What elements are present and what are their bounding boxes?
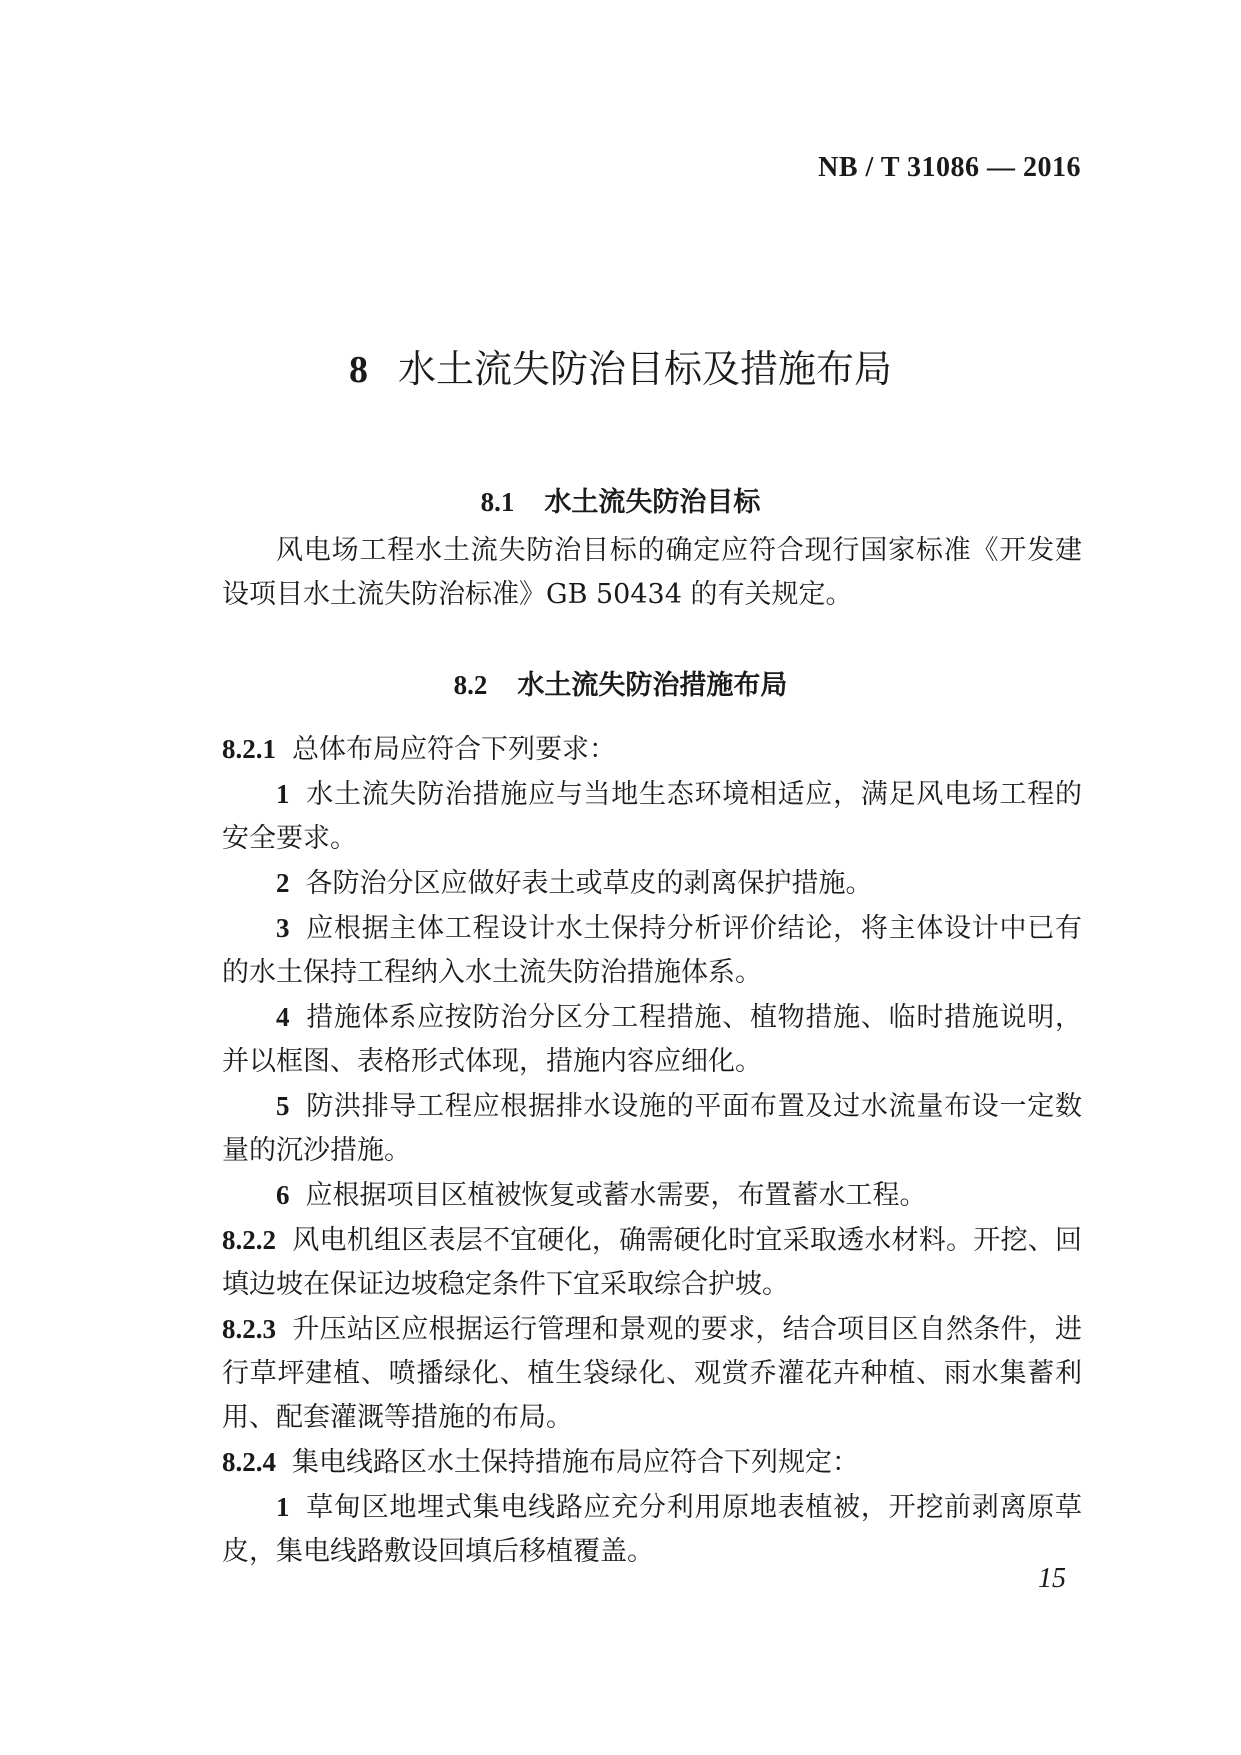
clause-8-2-1 [222, 727, 1082, 772]
chapter-number: 8 [348, 349, 368, 391]
section-8-2-body [222, 727, 1082, 1574]
item-number: 4 [276, 1002, 290, 1032]
chapter-title-text: 水土流失防治目标及措施布局 [397, 347, 892, 391]
section-8-1-body [222, 529, 1082, 617]
section-title-text: 水土流失防治目标 [544, 487, 761, 518]
chapter-title [0, 338, 1241, 393]
section-number: 8.2 [453, 670, 488, 700]
list-item [222, 772, 1082, 861]
clause-number: 8.2.3 [222, 1314, 276, 1344]
page-number: 15 [1038, 1563, 1066, 1594]
clause-number: 8.2.1 [222, 734, 276, 764]
list-item [222, 906, 1082, 995]
clause-text: 集电线路区水土保持措施布局应符合下列规定： [292, 1447, 859, 1478]
item-number: 3 [276, 913, 290, 943]
item-number: 1 [276, 1492, 290, 1522]
clause-8-2-4 [222, 1440, 1082, 1485]
clause-number: 8.2.2 [222, 1225, 276, 1255]
clause-8-2-3 [222, 1307, 1082, 1440]
standard-code: NB / T 31086 — 2016 [818, 152, 1081, 183]
section-8-1-paragraph: 风电场工程水土流失防治目标的确定应符合现行国家标准《开发建设项目水土流失防治标准》GB 50434 的有关规定。 [222, 535, 1082, 610]
item-number: 6 [276, 1180, 290, 1210]
item-text: 措施体系应按防治分区分工程措施、植物措施、临时措施说明，并以框图、表格形式体现，措施内容应细化。 [222, 1002, 1082, 1077]
item-text: 水土流失防治措施应与当地生态环境相适应，满足风电场工程的安全要求。 [222, 779, 1082, 854]
clause-number: 8.2.4 [222, 1447, 276, 1477]
list-item [222, 1084, 1082, 1173]
clause-text: 总体布局应符合下列要求： [292, 734, 616, 765]
list-item [222, 995, 1082, 1084]
section-8-2-title [0, 663, 1241, 702]
section-title-text: 水土流失防治措施布局 [517, 670, 788, 701]
item-text: 草甸区地埋式集电线路应充分利用原地表植被，开挖前剥离原草皮，集电线路敷设回填后移植覆盖。 [222, 1492, 1082, 1567]
clause-text: 风电机组区表层不宜硬化，确需硬化时宜采取透水材料。开挖、回填边坡在保证边坡稳定条件下宜采取综合护坡。 [222, 1225, 1082, 1300]
item-number: 2 [276, 868, 290, 898]
clause-text: 升压站区应根据运行管理和景观的要求，结合项目区自然条件，进行草坪建植、喷播绿化、植生袋绿化、观赏乔灌花卉种植、雨水集蓄利用、配套灌溉等措施的布局。 [222, 1314, 1082, 1433]
item-text: 各防治分区应做好表土或草皮的剥离保护措施。 [305, 868, 873, 899]
section-8-1-title [0, 480, 1241, 519]
item-text: 应根据主体工程设计水土保持分析评价结论，将主体设计中已有的水土保持工程纳入水土流失防治措施体系。 [222, 913, 1082, 988]
list-item [222, 1173, 1082, 1218]
list-item [222, 1485, 1082, 1574]
list-item [222, 861, 1082, 906]
item-number: 5 [276, 1091, 290, 1121]
item-text: 应根据项目区植被恢复或蓄水需要，布置蓄水工程。 [305, 1180, 927, 1211]
clause-8-2-2 [222, 1218, 1082, 1307]
item-text: 防洪排导工程应根据排水设施的平面布置及过水流量布设一定数量的沉沙措施。 [222, 1091, 1082, 1166]
section-number: 8.1 [480, 487, 515, 517]
item-number: 1 [276, 779, 290, 809]
